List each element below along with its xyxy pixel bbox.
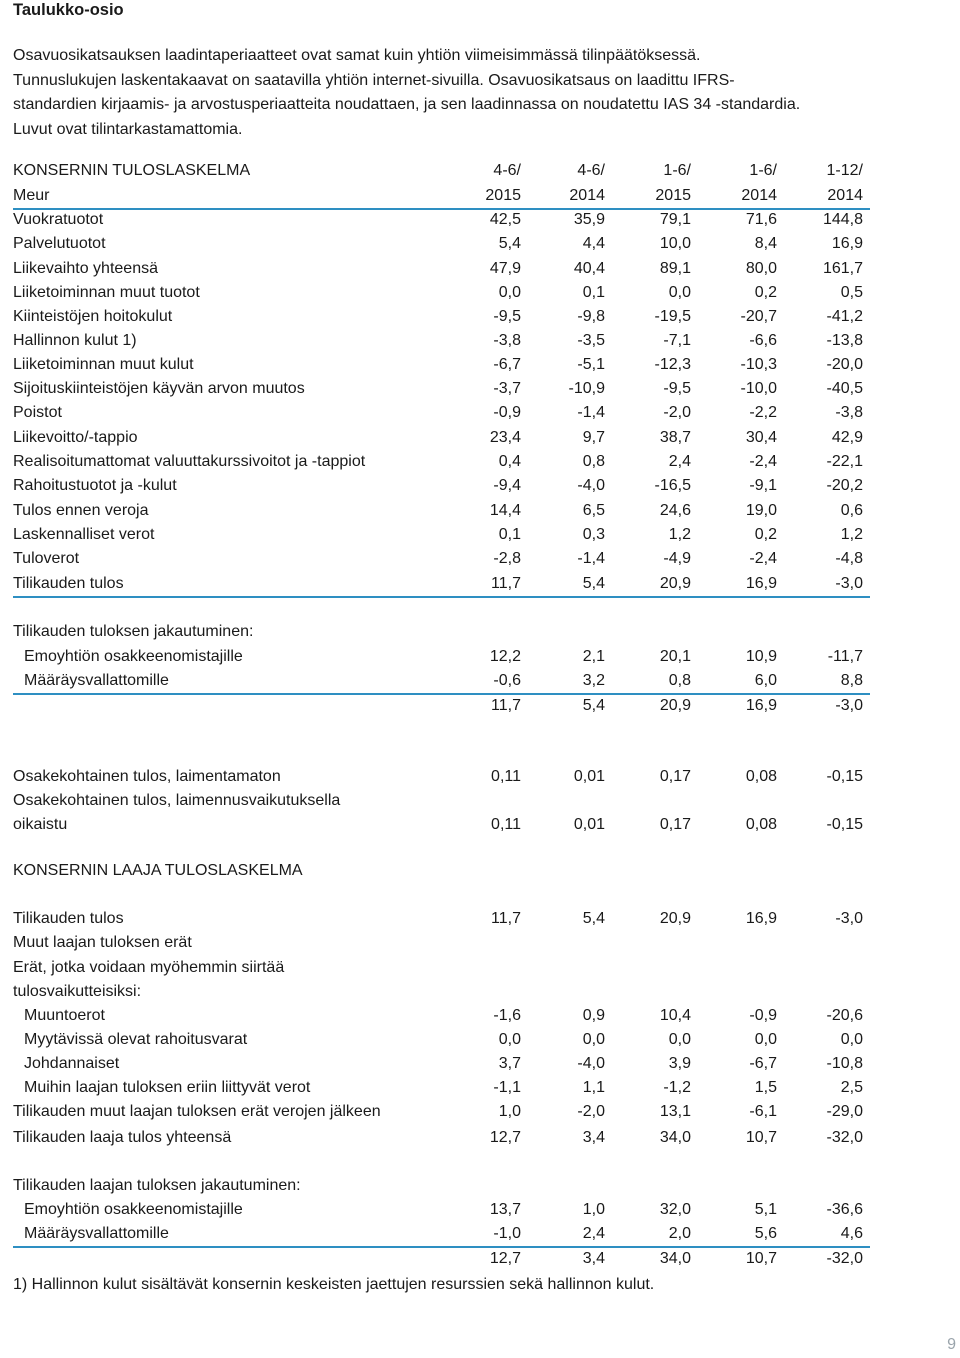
table-rule (13, 693, 870, 695)
row-value: 1,2 (840, 526, 863, 543)
table-row (13, 1076, 870, 1100)
row-label: Tuloverot (13, 550, 80, 567)
row-value: 1-6/ (749, 162, 777, 179)
row-value: 161,7 (822, 260, 863, 277)
row-label: Sijoituskiinteistöjen käyvän arvon muutos (13, 380, 305, 397)
row-value: -6,6 (749, 332, 777, 349)
row-label: Tilikauden tuloksen jakautuminen: (13, 623, 254, 640)
row-value: 89,1 (659, 260, 691, 277)
row-label: Hallinnon kulut 1) (13, 332, 137, 349)
row-value: 4-6/ (577, 162, 605, 179)
row-label: Myytävissä olevat rahoitusvarat (24, 1031, 248, 1048)
table-row (13, 765, 870, 789)
row-value: 34,0 (659, 1129, 691, 1146)
row-value: -0,6 (493, 672, 521, 689)
row-value: 9,7 (582, 429, 605, 446)
row-label: Emoyhtiön osakkeenomistajille (24, 648, 243, 665)
row-value: -2,8 (493, 550, 521, 567)
row-value: -0,15 (826, 816, 863, 833)
row-value: 2014 (741, 187, 777, 204)
row-value: 0,3 (582, 526, 605, 543)
row-value: -20,6 (826, 1007, 863, 1024)
row-value: 1,5 (754, 1079, 777, 1096)
row-label: Osakekohtainen tulos, laimentamaton (13, 768, 281, 785)
row-value: 0,1 (582, 284, 605, 301)
row-value: 2,0 (668, 1225, 691, 1242)
row-label: Laskennalliset verot (13, 526, 155, 543)
row-label: Muut laajan tuloksen erät (13, 934, 192, 951)
row-label: Tilikauden laaja tulos yhteensä (13, 1129, 232, 1146)
table-row (13, 572, 870, 596)
row-value: 6,0 (754, 672, 777, 689)
row-value: -9,1 (749, 477, 777, 494)
table-row (13, 208, 870, 232)
row-value: 30,4 (745, 429, 777, 446)
table-row (13, 980, 870, 1004)
row-value: 71,6 (745, 211, 777, 228)
row-value: 5,4 (582, 697, 605, 714)
row-value: -32,0 (826, 1129, 863, 1146)
table-row (13, 1100, 870, 1124)
row-label: Realisoitumattomat valuuttakurssivoitot ja -tappiot (13, 453, 366, 470)
row-label: Johdannaiset (24, 1055, 120, 1072)
row-value: 0,8 (582, 453, 605, 470)
row-label: Liikevaihto yhteensä (13, 260, 158, 277)
row-value: -3,7 (493, 380, 521, 397)
row-value: -9,4 (493, 477, 521, 494)
row-value: 11,7 (491, 910, 521, 927)
row-label: Tilikauden tulos (13, 575, 124, 592)
row-value: 2014 (569, 187, 605, 204)
row-value: 2,1 (582, 648, 605, 665)
table-row (13, 305, 870, 329)
row-value: -0,9 (493, 404, 521, 421)
table-row (13, 184, 870, 208)
intro-line: Luvut ovat tilintarkastamattomia. (13, 120, 243, 138)
row-value: -3,0 (835, 697, 863, 714)
row-value: 32,0 (659, 1201, 691, 1218)
row-value: -3,8 (835, 404, 863, 421)
row-value: 2015 (655, 187, 691, 204)
table-row (13, 257, 870, 281)
row-value: -1,1 (493, 1079, 521, 1096)
row-value: 3,4 (582, 1250, 605, 1267)
row-label: Tulos ennen veroja (13, 502, 149, 519)
row-value: -19,5 (654, 308, 691, 325)
row-value: -9,5 (493, 308, 521, 325)
intro-line: standardien kirjaamis- ja arvostusperiaatteita noudattaen, ja sen laadinnassa on noudatettu IAS 34 -standardia. (13, 96, 801, 113)
row-value: 0,2 (754, 284, 777, 301)
row-label: Poistot (13, 404, 62, 421)
row-label: Muihin laajan tuloksen eriin liittyvät verot (24, 1079, 311, 1096)
row-value: 79,1 (659, 211, 691, 228)
row-value: 0,11 (491, 768, 521, 785)
row-value: 3,9 (668, 1055, 691, 1072)
row-value: 13,1 (659, 1103, 691, 1120)
table-row (13, 789, 870, 813)
row-value: 0,8 (668, 672, 691, 689)
row-value: 0,1 (498, 526, 521, 543)
page-number: 9 (947, 1336, 956, 1353)
row-value: -40,5 (826, 380, 863, 397)
table-rule (13, 1246, 870, 1248)
table-row (13, 450, 870, 474)
table-row (13, 1028, 870, 1052)
table-row (13, 1126, 870, 1150)
row-value: 42,9 (831, 429, 863, 446)
row-value: 1,1 (582, 1079, 605, 1096)
row-value: 6,5 (582, 502, 605, 519)
row-value: -3,5 (577, 332, 605, 349)
row-value: 38,7 (659, 429, 691, 446)
row-value: 144,8 (822, 211, 863, 228)
table-row (13, 645, 870, 669)
table-row (13, 694, 870, 718)
row-value: -41,2 (826, 308, 863, 325)
row-value: -0,15 (826, 768, 863, 785)
row-label: Määräysvallattomille (24, 672, 169, 689)
row-value: -4,9 (663, 550, 691, 567)
row-value: -2,0 (577, 1103, 605, 1120)
row-value: 0,2 (754, 526, 777, 543)
table-row (13, 474, 870, 498)
intro-paragraph (13, 44, 913, 142)
table-row (13, 931, 870, 955)
row-label: Kiinteistöjen hoitokulut (13, 308, 173, 325)
row-value: 16,9 (831, 235, 863, 252)
row-label: Tilikauden laajan tuloksen jakautuminen: (13, 1177, 301, 1194)
row-value: 3,4 (582, 1129, 605, 1146)
row-value: -20,0 (826, 356, 863, 373)
row-value: -2,4 (749, 453, 777, 470)
row-value: 0,01 (573, 768, 605, 785)
table-row (13, 159, 870, 183)
row-value: 20,9 (659, 575, 691, 592)
footnote: 1) Hallinnon kulut sisältävät konsernin keskeisten jaettujen resurssien sekä hallinnon kulut. (13, 1276, 655, 1293)
table-row (13, 1004, 870, 1028)
row-value: -10,0 (740, 380, 777, 397)
table-row (13, 329, 870, 353)
row-value: 4,6 (840, 1225, 863, 1242)
table-row (13, 353, 870, 377)
table-rule (13, 596, 870, 598)
row-value: 0,0 (668, 1031, 691, 1048)
row-value: 80,0 (745, 260, 777, 277)
row-value: 10,9 (745, 648, 777, 665)
row-label: Vuokratuotot (13, 211, 104, 228)
row-value: -4,0 (577, 477, 605, 494)
row-value: -3,0 (835, 575, 863, 592)
row-value: -1,0 (493, 1225, 521, 1242)
row-value: 42,5 (489, 211, 521, 228)
row-value: 0,9 (582, 1007, 605, 1024)
row-value: 1,2 (668, 526, 691, 543)
row-value: 0,08 (745, 816, 777, 833)
row-value: 1-6/ (663, 162, 691, 179)
row-value: 0,11 (491, 816, 521, 833)
row-value: -1,2 (663, 1079, 691, 1096)
row-value: 19,0 (745, 502, 777, 519)
table-row (13, 1222, 870, 1246)
row-value: 10,7 (745, 1250, 777, 1267)
row-value: 16,9 (745, 575, 777, 592)
row-value: 13,7 (489, 1201, 521, 1218)
table-row (13, 1052, 870, 1076)
row-value: -10,9 (568, 380, 605, 397)
row-value: 34,0 (659, 1250, 691, 1267)
row-value: 16,9 (745, 910, 777, 927)
table-rule (13, 208, 870, 210)
row-value: 0,0 (840, 1031, 863, 1048)
table-row (13, 547, 870, 571)
row-value: 0,0 (498, 284, 521, 301)
row-label: Meur (13, 187, 50, 204)
row-label: Liikevoitto/-tappio (13, 429, 138, 446)
row-value: -29,0 (826, 1103, 863, 1120)
row-label: Tilikauden tulos (13, 910, 124, 927)
row-value: 24,6 (659, 502, 691, 519)
row-label: Liiketoiminnan muut tuotot (13, 284, 200, 301)
row-label: Palvelutuotot (13, 235, 106, 252)
table-row (13, 956, 870, 980)
table-row (13, 377, 870, 401)
row-value: -5,1 (577, 356, 605, 373)
row-value: 2,4 (582, 1225, 605, 1242)
row-value: 10,7 (745, 1129, 777, 1146)
row-value: 12,7 (489, 1129, 521, 1146)
row-value: 20,9 (659, 910, 691, 927)
row-value: 3,2 (582, 672, 605, 689)
row-value: -9,8 (577, 308, 605, 325)
row-value: -6,1 (749, 1103, 777, 1120)
table-row (13, 281, 870, 305)
row-value: 11,7 (491, 697, 521, 714)
table-row (13, 620, 870, 644)
row-value: -2,2 (749, 404, 777, 421)
row-value: -1,4 (577, 550, 605, 567)
table-row (13, 1174, 870, 1198)
row-value: 14,4 (489, 502, 521, 519)
row-value: -13,8 (826, 332, 863, 349)
row-value: 5,4 (582, 910, 605, 927)
row-value: -20,7 (740, 308, 777, 325)
row-label: tulosvaikutteisiksi: (13, 983, 142, 1000)
row-value: 0,0 (754, 1031, 777, 1048)
row-value: 20,9 (659, 697, 691, 714)
row-value: 16,9 (745, 697, 777, 714)
intro-line: Tunnuslukujen laskentakaavat on saatavilla yhtiön internet-sivuilla. Osavuosikatsaus on laadittu IFRS- (13, 71, 735, 89)
row-value: 10,0 (659, 235, 691, 252)
row-value: 0,5 (840, 284, 863, 301)
row-value: 0,17 (659, 768, 691, 785)
table-row (13, 523, 870, 547)
row-value: 12,2 (489, 648, 521, 665)
row-value: -2,4 (749, 550, 777, 567)
row-value: 0,6 (840, 502, 863, 519)
row-value: -3,0 (835, 910, 863, 927)
table-row (13, 907, 870, 931)
row-value: -3,8 (493, 332, 521, 349)
row-value: 11,7 (491, 575, 521, 592)
row-value: 5,4 (498, 235, 521, 252)
row-value: 0,01 (573, 816, 605, 833)
row-label: Muuntoerot (24, 1007, 105, 1024)
row-value: -16,5 (654, 477, 691, 494)
row-value: 47,9 (489, 260, 521, 277)
row-value: -20,2 (826, 477, 863, 494)
row-value: -22,1 (826, 453, 863, 470)
row-value: 2,4 (668, 453, 691, 470)
row-value: 10,4 (659, 1007, 691, 1024)
row-value: 40,4 (573, 260, 605, 277)
table-row (13, 813, 870, 837)
row-value: -6,7 (493, 356, 521, 373)
row-label: oikaistu (13, 816, 68, 833)
table-row (13, 1198, 870, 1222)
row-value: 1,0 (582, 1201, 605, 1218)
intro-line: Osavuosikatsauksen laadintaperiaatteet ovat samat kuin yhtiön viimeisimmässä tilinpäätöksessä. (13, 47, 701, 64)
row-value: 35,9 (573, 211, 605, 228)
table-row (13, 499, 870, 523)
row-value: 2014 (827, 187, 863, 204)
row-value: 0,08 (745, 768, 777, 785)
row-value: -36,6 (826, 1201, 863, 1218)
row-value: 2015 (485, 187, 521, 204)
row-value: 1-12/ (826, 162, 863, 179)
table-row (13, 401, 870, 425)
table-row (13, 232, 870, 256)
row-value: 5,4 (582, 575, 605, 592)
row-value: -1,4 (577, 404, 605, 421)
row-value: 4-6/ (493, 162, 521, 179)
row-value: -7,1 (663, 332, 691, 349)
row-label: Tilikauden muut laajan tuloksen erät verojen jälkeen (13, 1103, 381, 1120)
row-value: -12,3 (654, 356, 691, 373)
row-label: Liiketoiminnan muut kulut (13, 356, 194, 373)
row-value: -1,6 (493, 1007, 521, 1024)
row-label: KONSERNIN LAAJA TULOSLASKELMA (13, 862, 303, 879)
row-label: Erät, jotka voidaan myöhemmin siirtää (13, 959, 285, 976)
row-value: 12,7 (489, 1250, 521, 1267)
table-row (13, 426, 870, 450)
row-label: KONSERNIN TULOSLASKELMA (13, 162, 251, 179)
row-value: 3,7 (498, 1055, 521, 1072)
row-value: -4,0 (577, 1055, 605, 1072)
row-value: 20,1 (659, 648, 691, 665)
row-value: -32,0 (826, 1250, 863, 1267)
row-value: 0,4 (498, 453, 521, 470)
row-value: -10,3 (740, 356, 777, 373)
row-value: -9,5 (663, 380, 691, 397)
row-value: 0,0 (668, 284, 691, 301)
row-value: 2,5 (840, 1079, 863, 1096)
row-value: 23,4 (489, 429, 521, 446)
row-value: 8,8 (840, 672, 863, 689)
section-heading: Taulukko-osio (13, 1, 124, 19)
row-label: Emoyhtiön osakkeenomistajille (24, 1201, 243, 1218)
row-value: -11,7 (827, 648, 863, 665)
row-value: -0,9 (749, 1007, 777, 1024)
table-row (13, 859, 870, 883)
row-value: -4,8 (835, 550, 863, 567)
row-value: 5,6 (754, 1225, 777, 1242)
row-label: Määräysvallattomille (24, 1225, 169, 1242)
row-value: 0,17 (659, 816, 691, 833)
row-value: 0,0 (498, 1031, 521, 1048)
row-value: 8,4 (754, 235, 777, 252)
row-value: -2,0 (663, 404, 691, 421)
table-row (13, 669, 870, 693)
row-label: Rahoitustuotot ja -kulut (13, 477, 177, 494)
table-row (13, 1247, 870, 1271)
row-value: 0,0 (582, 1031, 605, 1048)
row-value: 5,1 (754, 1201, 777, 1218)
row-value: 1,0 (498, 1103, 521, 1120)
row-label: Osakekohtainen tulos, laimennusvaikutuksella (13, 792, 341, 809)
row-value: -10,8 (826, 1055, 863, 1072)
row-value: -6,7 (749, 1055, 777, 1072)
row-value: 4,4 (582, 235, 605, 252)
